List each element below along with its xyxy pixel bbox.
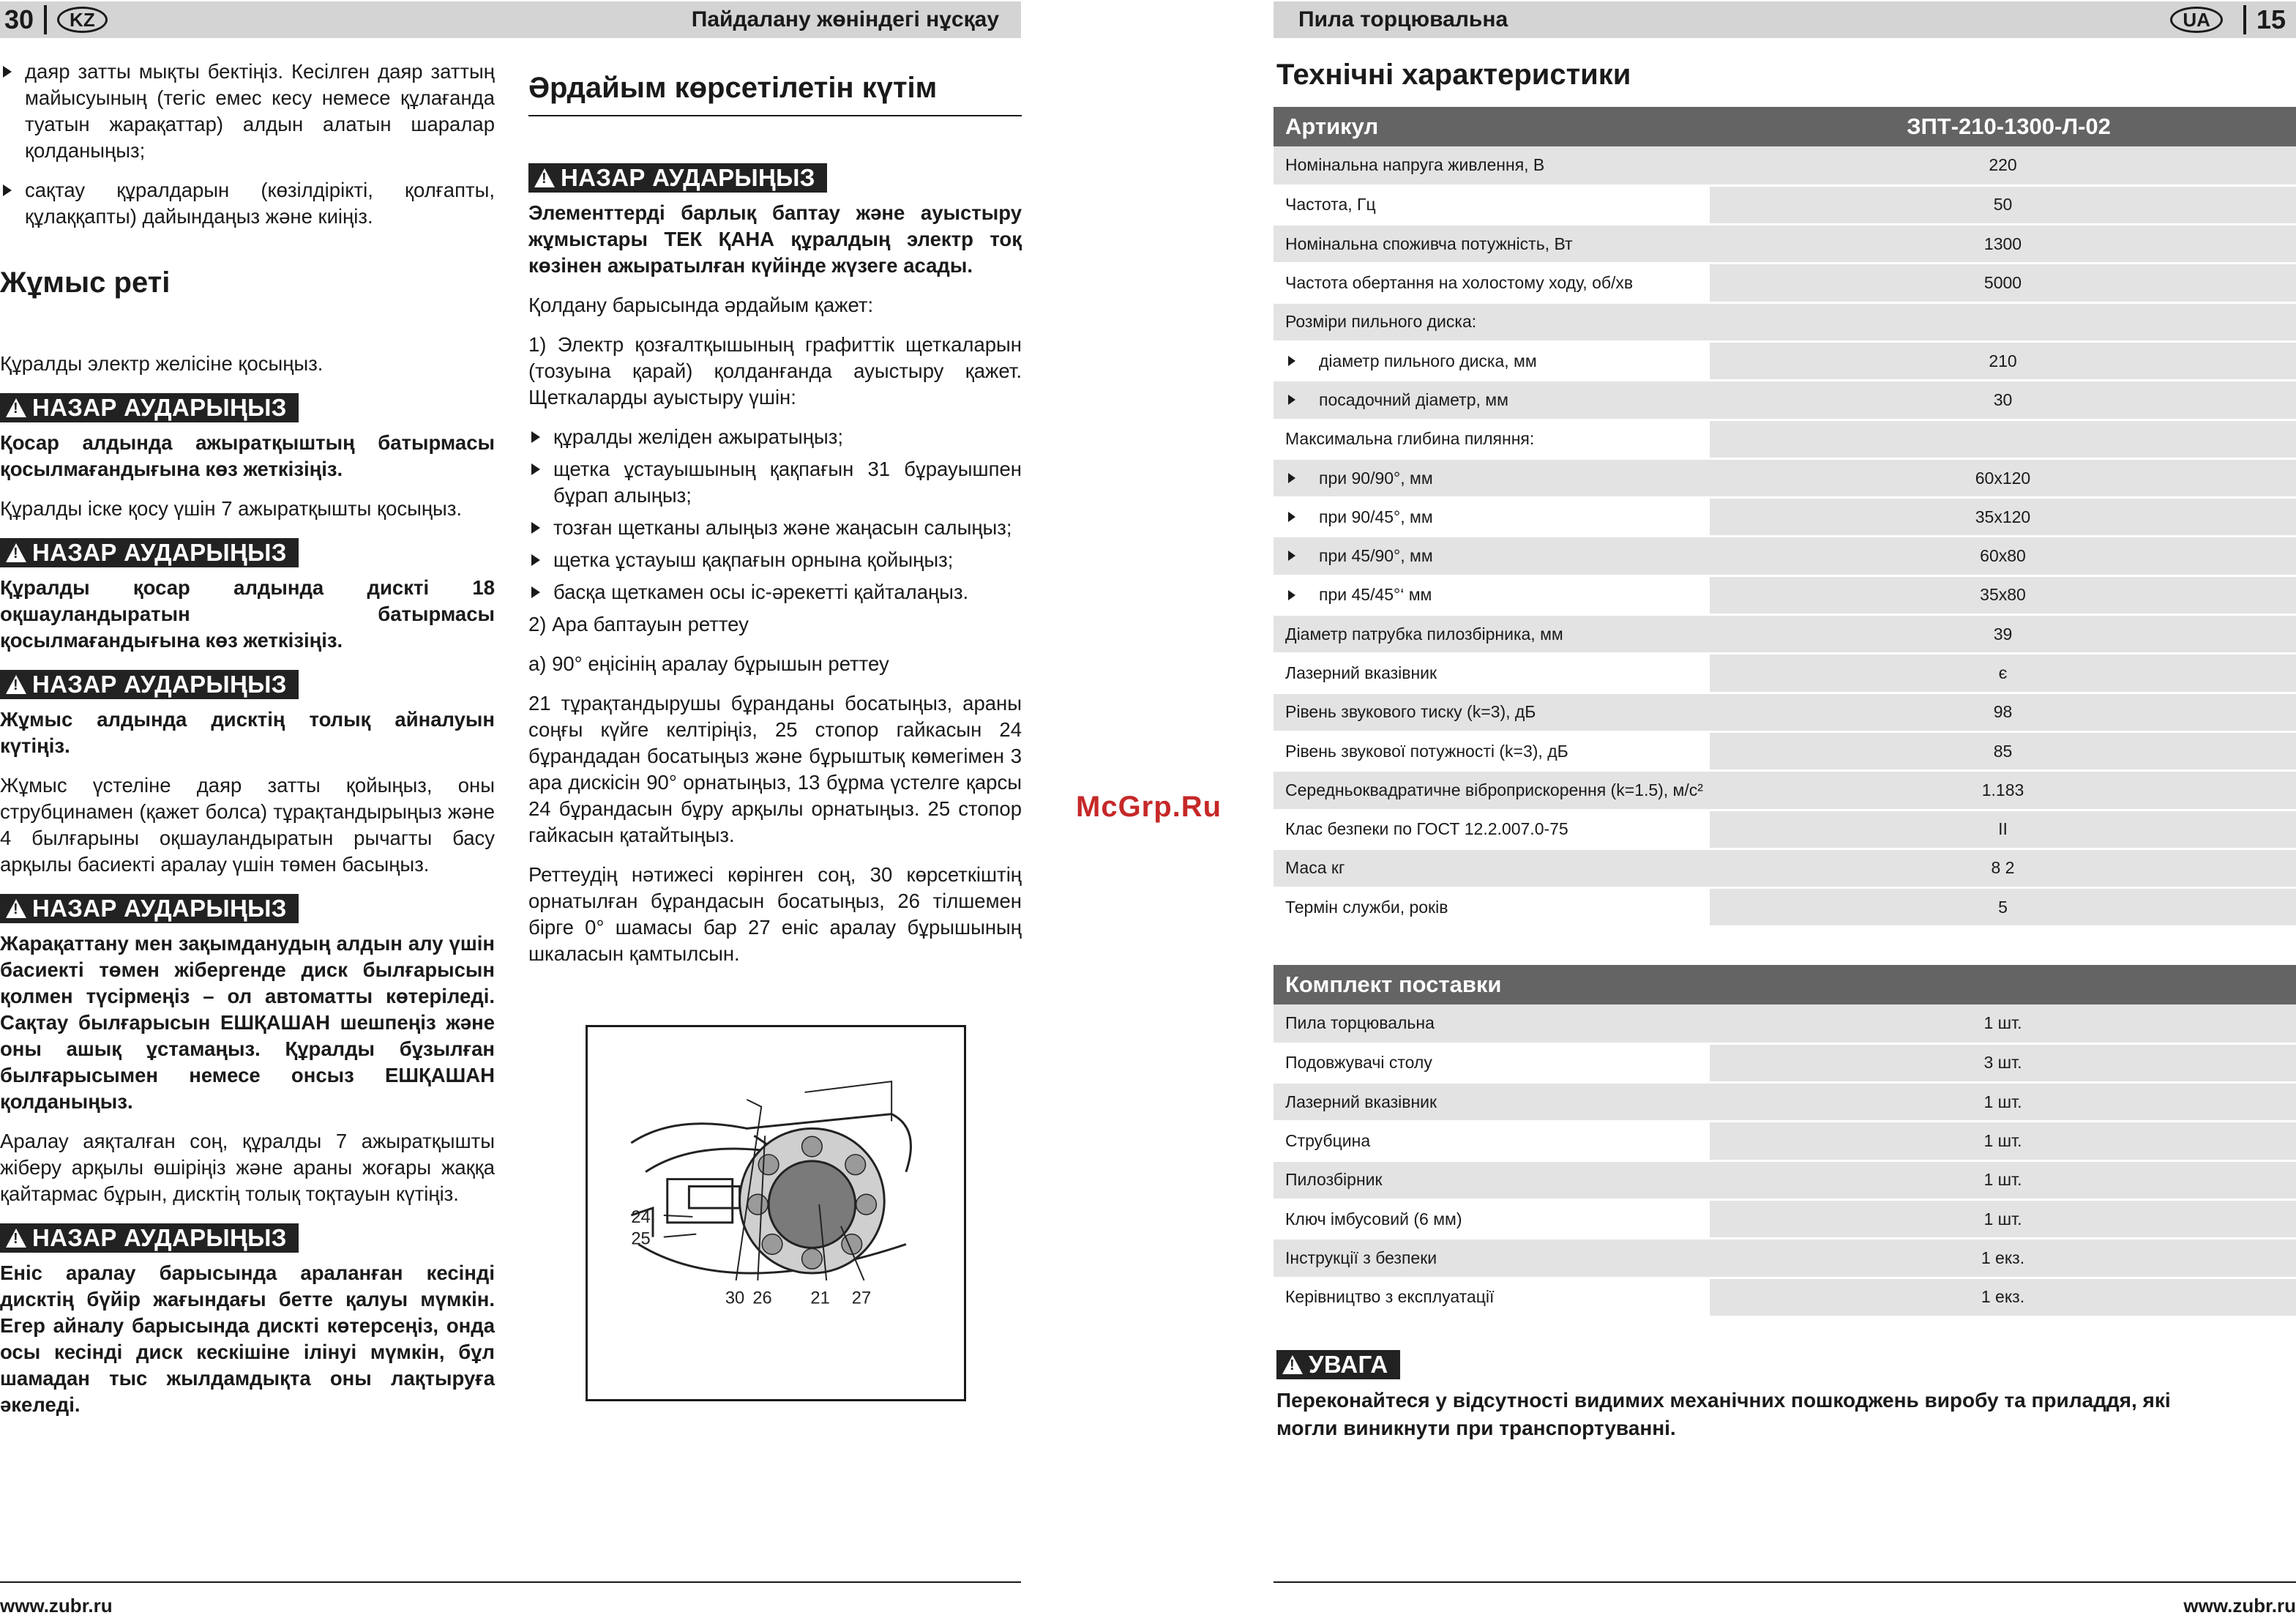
warning-label	[0, 1223, 299, 1253]
spec-row	[1274, 341, 2296, 380]
kit-qty: 1 шт.	[1710, 1004, 2296, 1043]
kit-qty: 1 шт.	[1710, 1199, 2296, 1238]
kit-qty: 1 екз.	[1710, 1239, 2296, 1278]
bullet-item: басқа щеткамен осы іс-әрекетті қайталаңыз.	[528, 579, 1022, 605]
warning-paragraph: Еніс аралау барысында араланған кесінді дисктің бүйір жағындағы бетте қалуы мүмкін. Егер айналу барысында дискті көтерсеңіз, онда осы кесінді диск кескішіне ілінуі мүмкін, бұл шамадан тыс жылдамдықта оны лақтыруға әкеледі.	[0, 1261, 495, 1416]
kit-row	[1274, 1199, 2296, 1238]
kit-body	[1274, 1004, 2296, 1316]
right-header-title: Пила торцювальна	[1298, 7, 1508, 31]
left-footer-url[interactable]: www.zubr.ru	[0, 1595, 113, 1617]
spec-value	[1710, 302, 2296, 341]
right-footer-url[interactable]: www.zubr.ru	[2183, 1595, 2296, 1617]
spec-value: II	[1710, 810, 2296, 849]
kit-item: Подовжувачі столу	[1274, 1043, 1710, 1082]
kit-qty: 3 шт.	[1710, 1043, 2296, 1082]
kit-item: Струбцина	[1274, 1122, 1710, 1160]
warning-icon	[6, 899, 26, 918]
kit-qty: 1 шт.	[1710, 1160, 2296, 1199]
lang-badge-kz: KZ	[57, 7, 108, 33]
spec-param: діаметр пильного диска, мм	[1274, 341, 1710, 380]
paragraph: а) 90° еңісінің аралау бұрышын реттеу	[528, 652, 889, 675]
spec-row	[1274, 810, 2296, 849]
left-header-bar	[0, 1, 1021, 38]
kit-header: Комплект поставки	[1274, 965, 2296, 1004]
saw-diagram	[588, 1027, 964, 1399]
spec-row	[1274, 731, 2296, 770]
warning-text: НАЗАР АУДАРЫҢЫЗ	[32, 394, 287, 421]
right-header-bar	[1274, 1, 2296, 38]
warning-label	[0, 538, 299, 567]
right-footer-rule	[1274, 1581, 2296, 1583]
bullet-item: щетка ұстауыш қақпағын орнына қойыңыз;	[528, 547, 1022, 573]
spec-param: Лазерний вказівник	[1274, 654, 1710, 693]
spec-param: Номінальна споживча потужність, Вт	[1274, 225, 1710, 264]
uvaga-label	[1276, 1350, 1400, 1379]
spec-param: при 45/45°‘ мм	[1274, 575, 1710, 614]
paragraph: 2) Ара баптауын реттеу	[528, 613, 749, 635]
paragraph: Қолдану барысында әрдайым қажет:	[528, 294, 874, 316]
kit-item: Ключ імбусовий (6 мм)	[1274, 1199, 1710, 1238]
left-column	[0, 59, 495, 1431]
spec-value: 8 2	[1710, 849, 2296, 887]
spec-param: Рівень звукової потужності (k=3), дБ	[1274, 731, 1710, 770]
kit-row	[1274, 1004, 2296, 1043]
spec-row	[1274, 185, 2296, 224]
spec-param: при 90/90°, мм	[1274, 458, 1710, 497]
spec-row	[1274, 498, 2296, 537]
spec-param: Термін служби, років	[1274, 888, 1710, 927]
spec-param: Частота, Гц	[1274, 185, 1710, 224]
kit-item: Лазерний вказівник	[1274, 1083, 1710, 1122]
spec-param: Номінальна напруга живлення, В	[1274, 146, 1710, 185]
spec-value: 35x120	[1710, 498, 2296, 537]
paragraph: Құралды іске қосу үшін 7 ажыратқышты қосыңыз.	[0, 497, 463, 520]
section-title: Жұмыс реті	[0, 266, 171, 299]
warning-text: НАЗАР АУДАРЫҢЫЗ	[561, 164, 815, 191]
warning-icon	[6, 1229, 26, 1248]
warning-paragraph: Құралды қосар алдында дискті 18 оқшауландыратын батырмасы қосылмағандығына көз жеткізіңіз.	[0, 576, 495, 652]
spec-row	[1274, 381, 2296, 420]
callout-27: 27	[851, 1289, 872, 1308]
header-divider	[44, 5, 47, 34]
spec-param: Рівень звукового тиску (k=3), дБ	[1274, 693, 1710, 731]
warning-icon	[6, 543, 26, 562]
middle-column	[528, 59, 1022, 980]
spec-param: Розміри пильного диска:	[1274, 302, 1710, 341]
spec-value: 210	[1710, 341, 2296, 380]
spec-row	[1274, 771, 2296, 810]
spec-value: 1300	[1710, 225, 2296, 264]
lang-badge-ua: UA	[2170, 7, 2223, 33]
warning-label	[0, 393, 299, 422]
watermark: McGrp.Ru	[1076, 791, 1222, 823]
spec-param: Максимальна глибина пиляння:	[1274, 420, 1710, 458]
spec-row	[1274, 537, 2296, 575]
paragraph: Құралды электр желісіне қосыңыз.	[0, 352, 324, 375]
bullet-item: құралды желіден ажыратыңыз;	[528, 424, 1022, 450]
left-page-number: 30	[4, 4, 34, 34]
callout-21: 21	[810, 1289, 830, 1308]
spec-header-article: Артикул	[1274, 107, 1710, 146]
spec-value: 30	[1710, 381, 2296, 420]
right-page	[1274, 0, 2296, 1618]
spec-body	[1274, 146, 2296, 927]
kit-row	[1274, 1278, 2296, 1316]
spec-value: 50	[1710, 185, 2296, 224]
spec-row	[1274, 420, 2296, 458]
left-footer-rule	[0, 1581, 1021, 1583]
kit-row	[1274, 1043, 2296, 1082]
warning-label	[528, 163, 827, 193]
spec-row	[1274, 693, 2296, 731]
spec-title: Технічні характеристики	[1276, 59, 1631, 91]
warning-paragraph: Элементтерді барлық баптау және ауыстыру жұмыстары ТЕК ҚАНА құралдың электр тоқ көзінен ажыратылған күйінде жүзеге асады.	[528, 201, 1022, 277]
right-page-number: 15	[2256, 4, 2286, 34]
paragraph: Реттеудің нәтижесі көрінген соң, 30 көрсеткіштің орнатылған бұрандасын босатыңыз, 26 тілшемен бірге 0° шамасы бар 27 еніс аралау бұрышының шкаласын қамтылсын.	[528, 863, 1022, 965]
kit-item: Пила торцювальна	[1274, 1004, 1710, 1043]
spec-table	[1274, 107, 2296, 928]
callout-24: 24	[631, 1207, 651, 1227]
spec-row	[1274, 849, 2296, 887]
spec-row	[1274, 264, 2296, 302]
warning-text: НАЗАР АУДАРЫҢЫЗ	[32, 895, 287, 922]
warning-label	[0, 670, 299, 699]
warning-text: НАЗАР АУДАРЫҢЫЗ	[32, 1224, 287, 1251]
warning-text: УВАГА	[1309, 1351, 1388, 1378]
kit-item: Інструкції з безпеки	[1274, 1239, 1710, 1278]
spec-value: 220	[1710, 146, 2296, 185]
callout-25: 25	[631, 1229, 651, 1249]
kit-qty: 1 шт.	[1710, 1122, 2296, 1160]
paragraph: Жұмыс үстеліне даяр затты қойыңыз, оны струбцинамен (қажет болса) тұрақтандырыңыз және 4 былғарыны оқшауландыратын рычагты басу арқылы басиекті аралау үшін төмен басыңыз.	[0, 774, 495, 876]
kit-table	[1274, 965, 2296, 1318]
spec-value: 5	[1710, 888, 2296, 927]
spec-value: 60x80	[1710, 537, 2296, 575]
spec-param: Частота обертання на холостому ходу, об/хв	[1274, 264, 1710, 302]
bullet-item: щетка ұстауышының қақпағын 31 бұрауышпен бұрап алыңыз;	[528, 456, 1022, 509]
spec-value: 5000	[1710, 264, 2296, 302]
warning-icon	[6, 398, 26, 417]
kit-row	[1274, 1083, 2296, 1122]
warning-icon	[534, 168, 555, 187]
kit-item: Пилозбірник	[1274, 1160, 1710, 1199]
spec-value: є	[1710, 654, 2296, 693]
saw-adjustment-figure	[586, 1025, 966, 1401]
spec-param: при 45/90°, мм	[1274, 537, 1710, 575]
warning-icon	[6, 675, 26, 694]
spec-value: 85	[1710, 731, 2296, 770]
spec-param: Маса кг	[1274, 849, 1710, 887]
kit-row	[1274, 1239, 2296, 1278]
warning-paragraph: Жарақаттану мен зақымданудың алдын алу үшін басиекті төмен жібергенде диск былғарысын қолмен түсірмеңіз – ол автоматты көтеріледі. Сақтау былғарысын ЕШҚАШАН шешпеңіз және оны ашық ұстамаңыз. Құралды бұзылған былғарысымен немесе онсыз ЕШҚАШАН қолданыңыз.	[0, 932, 495, 1113]
spec-row	[1274, 615, 2296, 654]
kit-qty: 1 шт.	[1710, 1083, 2296, 1122]
spec-value: 60x120	[1710, 458, 2296, 497]
warning-text: НАЗАР АУДАРЫҢЫЗ	[32, 671, 287, 698]
paragraph: 21 тұрақтандырушы бұранданы босатыңыз, араны соңғы күйге келтіріңіз, 25 стопор гайкасын 24 бұрандадан босатыңыз және бұрыштық көмегімен 3 ара дискісін 90° орнатыңыз, 13 бұрма үстелге қарсы 24 бұрандасын бұру арқылы орнатыңыз. 25 стопор гайкасын қатайтыңыз.	[528, 692, 1022, 846]
kit-qty: 1 екз.	[1710, 1278, 2296, 1316]
spec-value: 35x80	[1710, 575, 2296, 614]
spec-row	[1274, 458, 2296, 497]
paragraph: 1) Электр қозғалтқышының графиттік щеткаларын (тозуына қарай) қолданғанда ауыстыру қажет. Щеткаларды ауыстыру үшін:	[528, 333, 1022, 409]
warning-paragraph: Жұмыс алдында дисктің толық айналуын күтіңіз.	[0, 708, 495, 757]
warning-icon	[1282, 1355, 1303, 1374]
spec-param: посадочний діаметр, мм	[1274, 381, 1710, 420]
spec-row	[1274, 888, 2296, 927]
spec-value	[1710, 420, 2296, 458]
bullet-item: даяр затты мықты бектіңіз. Кесілген даяр заттың майысуының (тегіс емес кесу немесе құлағанда туатын жарақаттар) алдын алатын шаралар қолданыңыз;	[0, 59, 495, 164]
callout-26: 26	[752, 1289, 772, 1308]
kit-row	[1274, 1122, 2296, 1160]
spec-row	[1274, 302, 2296, 341]
bullet-item: сақтау құралдарын (көзілдірікті, қолғапты, құлаққапты) дайындаңыз және киіңіз.	[0, 177, 495, 230]
spec-row	[1274, 654, 2296, 693]
bullet-item: тозған щетканы алыңыз және жаңасын салыңыз;	[528, 515, 1022, 541]
kit-item: Керівництво з експлуатації	[1274, 1278, 1710, 1316]
spec-row	[1274, 146, 2296, 185]
warning-paragraph: Қосар алдында ажыратқыштың батырмасы қосылмағандығына көз жеткізіңіз.	[0, 431, 495, 480]
spec-param: при 90/45°, мм	[1274, 498, 1710, 537]
callout-30: 30	[725, 1289, 745, 1308]
uvaga-text: Переконайтеся у відсутності видимих механічних пошкоджень виробу та приладдя, які могли виникнути при транспортуванні.	[1276, 1389, 2171, 1439]
spec-param: Діаметр патрубка пилозбірника, мм	[1274, 615, 1710, 654]
spec-row	[1274, 575, 2296, 614]
spec-row	[1274, 225, 2296, 264]
warning-label	[0, 894, 299, 923]
spec-param: Клас безпеки по ГОСТ 12.2.007.0-75	[1274, 810, 1710, 849]
header-divider	[2243, 5, 2246, 34]
kit-row	[1274, 1160, 2296, 1199]
spec-value: 1.183	[1710, 771, 2296, 810]
maintenance-title: Әрдайым көрсетілетін күтім	[528, 72, 938, 104]
warning-text: НАЗАР АУДАРЫҢЫЗ	[32, 539, 287, 566]
spec-header-model: ЗПТ-210-1300-Л-02	[1710, 107, 2296, 146]
spec-value: 98	[1710, 693, 2296, 731]
left-header-title: Пайдалану жөніндегі нұсқау	[691, 7, 999, 31]
paragraph: Аралау аяқталған соң, құралды 7 ажыратқышты жіберу арқылы өшіріңіз және араны жоғары жаққа қайтармас бұрын, дисктің толық тоқтауын күтіңіз.	[0, 1130, 495, 1205]
left-page	[0, 0, 1025, 1618]
spec-value: 39	[1710, 615, 2296, 654]
title-rule	[528, 115, 1022, 116]
spec-param: Середньоквадратичне віброприскорення (k=1.5), м/с²	[1274, 771, 1710, 810]
